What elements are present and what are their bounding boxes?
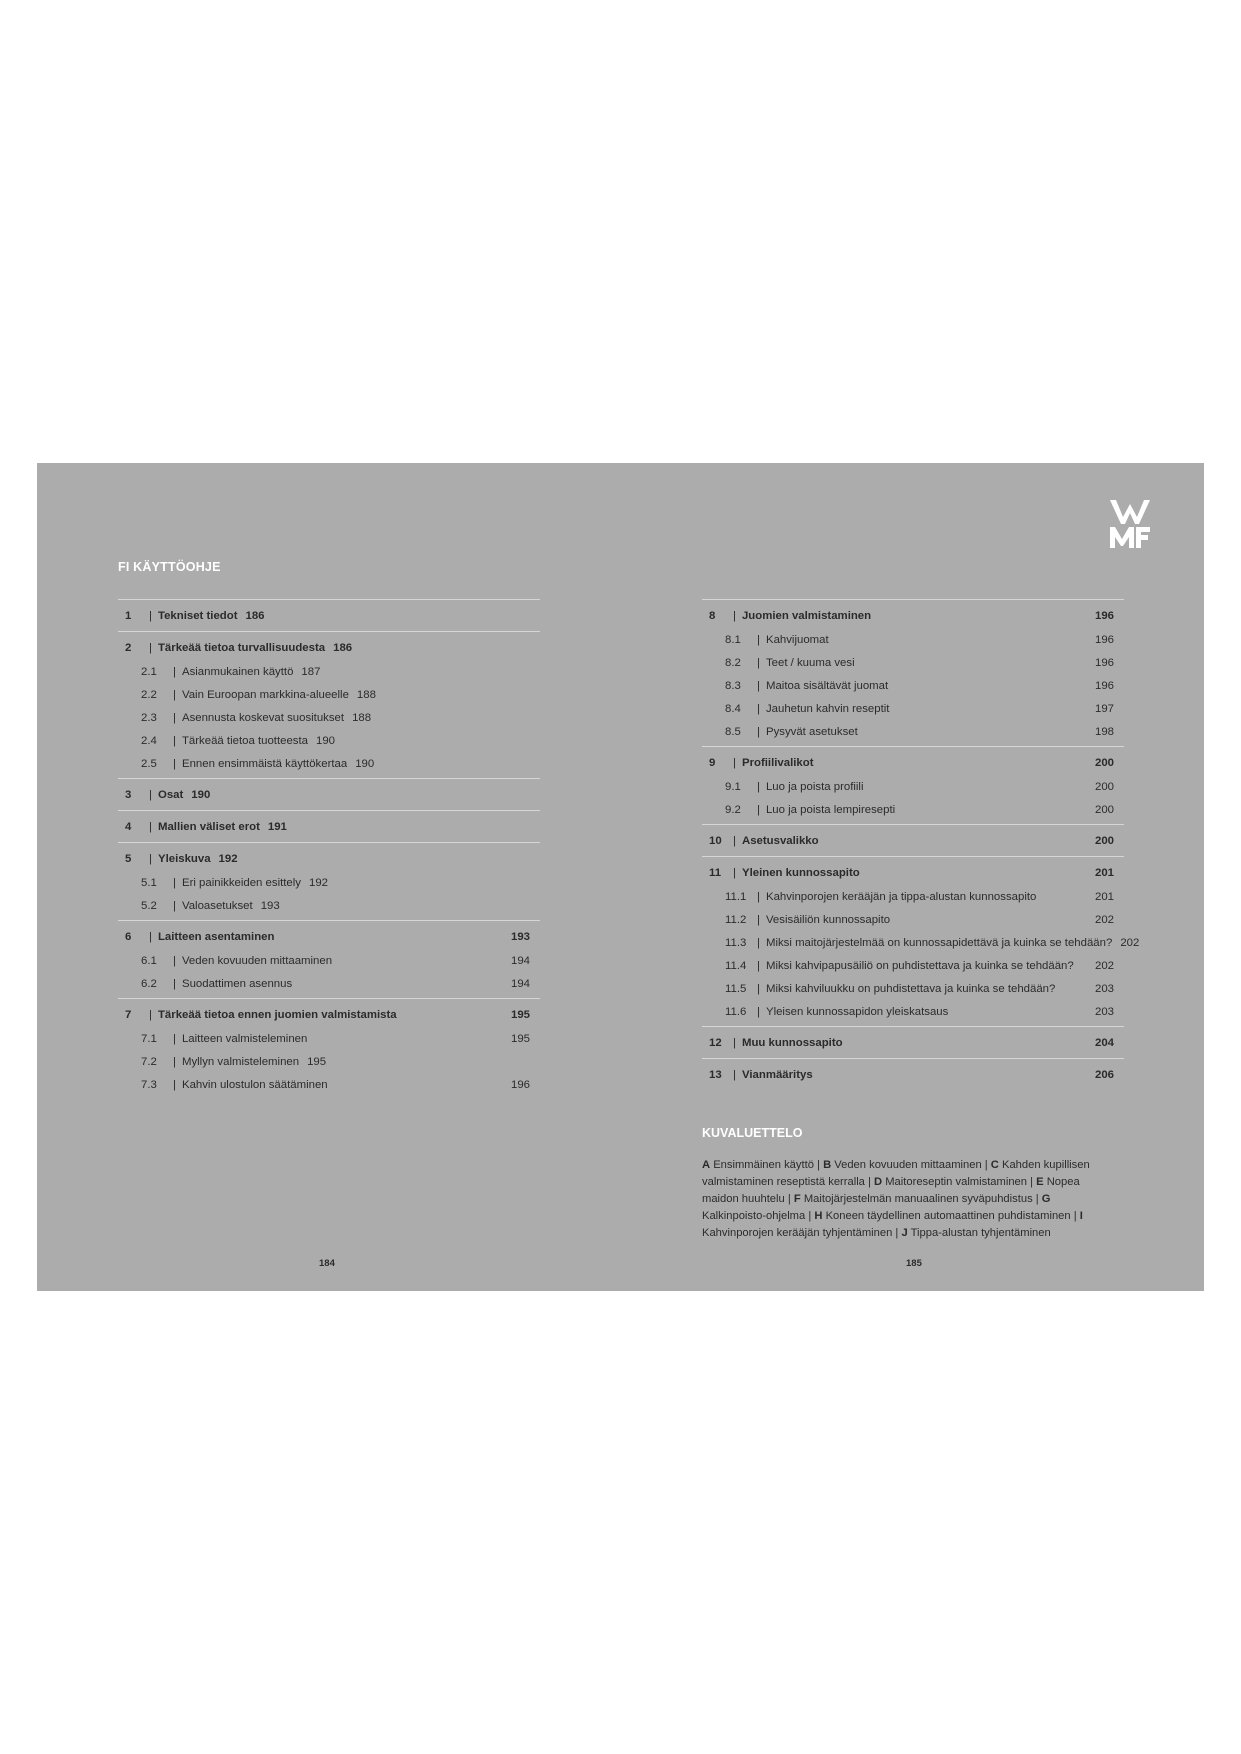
toc-number: 8.3 (725, 680, 741, 692)
toc-page-number: 190 (191, 789, 211, 801)
toc-subsection-row[interactable] (702, 675, 1124, 698)
toc-separator: | (173, 689, 176, 701)
toc-title: Vain Euroopan markkina-alueelle (181, 689, 349, 701)
figure-list-item (823, 1159, 982, 1171)
toc-number: 12 (709, 1037, 722, 1049)
toc-separator: | (173, 735, 176, 747)
toc-page-number: 200 (1094, 804, 1114, 816)
figure-letter: C (990, 1159, 999, 1171)
page-number-right: 185 (906, 1258, 922, 1269)
toc-number: 11.6 (725, 1006, 747, 1018)
toc-page-number: 192 (218, 853, 238, 865)
toc-page-number: 191 (267, 821, 287, 833)
toc-number: 8.1 (725, 634, 741, 646)
toc-subsection-row[interactable] (118, 661, 540, 684)
toc-page-number: 203 (1094, 983, 1114, 995)
toc-number: 8.4 (725, 703, 741, 715)
figure-letter: H (814, 1210, 823, 1222)
toc-title: Miksi kahviluukku on puhdistettava ja kuinka se tehdään? (765, 983, 1056, 995)
toc-separator: | (173, 712, 176, 724)
figure-list-item (814, 1210, 1070, 1222)
toc-page-number: 196 (1094, 634, 1114, 646)
figure-letter: G (1041, 1193, 1051, 1205)
toc-title: Tärkeää tietoa ennen juomien valmistamista (157, 1009, 397, 1021)
toc-title: Vianmääritys (741, 1069, 813, 1081)
toc-separator: | (733, 757, 736, 769)
toc-section-row[interactable] (118, 1002, 540, 1028)
toc-number: 6.2 (141, 978, 157, 990)
toc-number: 11.2 (725, 914, 747, 926)
toc-title: Osat (157, 789, 184, 801)
toc-number: 5 (125, 853, 132, 865)
toc-title: Laitteen asentaminen (157, 931, 275, 943)
toc-separator: | (757, 983, 760, 995)
toc-separator: | (149, 853, 152, 865)
toc-page-number: 194 (510, 955, 530, 967)
toc-section-row[interactable] (702, 1062, 1124, 1088)
toc-page-number: 186 (333, 642, 353, 654)
toc-title: Suodattimen asennus (181, 978, 293, 990)
toc-number: 9.1 (725, 781, 741, 793)
toc-title: Tekniset tiedot (157, 610, 238, 622)
toc-separator: | (173, 1033, 176, 1045)
toc-section-row[interactable] (118, 924, 540, 950)
toc-subsection-row[interactable] (118, 1051, 540, 1074)
toc-section (118, 842, 540, 920)
figure-list-item (874, 1176, 1027, 1188)
toc-page-number: 195 (307, 1056, 327, 1068)
toc-page-number: 196 (1094, 680, 1114, 692)
toc-section-row[interactable] (118, 782, 540, 808)
toc-separator: | (757, 891, 760, 903)
toc-subsection-row[interactable] (702, 799, 1124, 822)
toc-page-number: 188 (352, 712, 372, 724)
figure-letter: E (1036, 1176, 1044, 1188)
toc-section-row[interactable] (118, 846, 540, 872)
toc-number: 11.3 (725, 937, 747, 949)
toc-number: 5.2 (141, 900, 157, 912)
toc-section (702, 824, 1124, 856)
toc-page-number: 200 (1094, 781, 1114, 793)
toc-title: Eri painikkeiden esittely (181, 877, 301, 889)
toc-page-number: 187 (301, 666, 321, 678)
toc-page-number: 201 (1094, 867, 1114, 879)
toc-subsection-row[interactable] (118, 707, 540, 730)
toc-title: Miksi maitojärjestelmää on kunnossapidettävä ja kuinka se tehdään? (765, 937, 1113, 949)
toc-section (118, 810, 540, 842)
toc-number: 7.3 (141, 1079, 157, 1091)
toc-separator: | (757, 1006, 760, 1018)
toc-number: 7.2 (141, 1056, 157, 1068)
toc-subsection-row[interactable] (702, 698, 1124, 721)
toc-subsection-row[interactable] (702, 776, 1124, 799)
toc-separator: | (149, 610, 152, 622)
toc-number: 11.1 (725, 891, 747, 903)
toc-section-row[interactable] (702, 750, 1124, 776)
toc-section (118, 778, 540, 810)
toc-subsection-row[interactable] (702, 652, 1124, 675)
toc-separator: | (733, 835, 736, 847)
table-of-contents-left (118, 599, 540, 1099)
toc-separator: | (733, 867, 736, 879)
toc-separator: | (757, 634, 760, 646)
toc-title: Asianmukainen käyttö (181, 666, 294, 678)
toc-subsection-row[interactable] (702, 955, 1124, 978)
toc-number: 11 (709, 867, 722, 879)
wmf-logo-icon (1110, 500, 1150, 548)
toc-number: 7.1 (141, 1033, 157, 1045)
toc-page-number: 193 (510, 931, 530, 943)
figure-title: Nopea maidon huuhtelu (702, 1176, 1080, 1205)
toc-page-number: 202 (1120, 937, 1140, 949)
toc-subsection-row[interactable] (702, 909, 1124, 932)
toc-number: 7 (125, 1009, 132, 1021)
toc-title: Ennen ensimmäistä käyttökertaa (181, 758, 348, 770)
figure-title: Ensimmäinen käyttö (713, 1159, 814, 1171)
toc-number: 2.3 (141, 712, 157, 724)
toc-section-row[interactable] (118, 603, 540, 629)
toc-page-number: 186 (245, 610, 265, 622)
toc-page-number: 197 (1094, 703, 1114, 715)
toc-section (702, 746, 1124, 824)
toc-page-number: 201 (1094, 891, 1114, 903)
toc-number: 8 (709, 610, 716, 622)
toc-section (118, 998, 540, 1099)
toc-number: 2.5 (141, 758, 157, 770)
toc-title: Teet / kuuma vesi (765, 657, 855, 669)
toc-separator: | (733, 610, 736, 622)
toc-separator: | (149, 931, 152, 943)
toc-number: 1 (125, 610, 132, 622)
figure-letter: B (823, 1159, 832, 1171)
toc-page-number: 196 (510, 1079, 530, 1091)
toc-title: Laitteen valmisteleminen (181, 1033, 308, 1045)
toc-number: 4 (125, 821, 132, 833)
toc-page-number: 202 (1094, 960, 1114, 972)
toc-number: 2.2 (141, 689, 157, 701)
figure-title: Koneen täydellinen automaattinen puhdistaminen (825, 1210, 1071, 1222)
toc-separator: | (173, 877, 176, 889)
document-title: FI KÄYTTÖOHJE (118, 560, 221, 574)
toc-title: Yleisen kunnossapidon yleiskatsaus (765, 1006, 949, 1018)
toc-subsection-row[interactable] (702, 629, 1124, 652)
toc-subsection-row[interactable] (702, 721, 1124, 744)
toc-number: 11.4 (725, 960, 747, 972)
toc-title: Tärkeää tietoa turvallisuudesta (157, 642, 326, 654)
toc-page-number: 200 (1094, 757, 1114, 769)
figure-title: Tippa-alustan tyhjentäminen (910, 1227, 1051, 1239)
toc-section-row[interactable] (118, 814, 540, 840)
toc-page-number: 202 (1094, 914, 1114, 926)
figure-list-title: KUVALUETTELO (702, 1126, 803, 1140)
toc-page-number: 192 (309, 877, 329, 889)
toc-separator: | (757, 703, 760, 715)
toc-separator: | (757, 914, 760, 926)
toc-separator: | (757, 680, 760, 692)
toc-subsection-row[interactable] (118, 730, 540, 753)
toc-separator: | (757, 726, 760, 738)
toc-page-number: 190 (315, 735, 335, 747)
toc-subsection-row[interactable] (118, 872, 540, 895)
toc-section-row[interactable] (702, 828, 1124, 854)
toc-title: Kahvin ulostulon säätäminen (181, 1079, 328, 1091)
figure-list: A Ensimmäinen käyttö | B Veden kovuuden mittaaminen | C Kahden kupillisen valmistaminen reseptistä kerralla | D Maitoreseptin valmistaminen | E Nopea maidon huuhtelu | F Maitojärjestelmän manuaalinen syväpuhdistus | G Kalkinpoisto-ohjelma | H Koneen täydellinen automaattinen puhdistaminen | I Kahvinporojen kerääjän tyhjentäminen | J Tippa-alustan tyhjentäminen (702, 1159, 1090, 1239)
toc-page-number: 188 (356, 689, 376, 701)
toc-title: Mallien väliset erot (157, 821, 260, 833)
toc-title: Kahvinporojen kerääjän ja tippa-alustan kunnossapito (765, 891, 1037, 903)
figure-letter: F (793, 1193, 801, 1205)
toc-page-number: 200 (1094, 835, 1114, 847)
toc-section-row[interactable] (702, 603, 1124, 629)
toc-separator: | (757, 804, 760, 816)
toc-number: 6 (125, 931, 132, 943)
toc-section (118, 631, 540, 778)
figure-letter: J (901, 1227, 908, 1239)
toc-title: Miksi kahvipapusäiliö on puhdistettava ja kuinka se tehdään? (765, 960, 1074, 972)
toc-title: Kahvijuomat (765, 634, 829, 646)
toc-page-number: 194 (510, 978, 530, 990)
figure-letter: A (702, 1159, 711, 1171)
toc-subsection-row[interactable] (702, 978, 1124, 1001)
toc-separator: | (173, 758, 176, 770)
figure-title: Veden kovuuden mittaaminen (834, 1159, 982, 1171)
figure-title: Kalkinpoisto-ohjelma (702, 1210, 806, 1222)
toc-page-number: 196 (1094, 657, 1114, 669)
toc-subsection-row[interactable] (118, 1028, 540, 1051)
figure-title: Kahden kupillisen valmistaminen reseptistä kerralla (702, 1159, 1090, 1188)
toc-separator: | (173, 900, 176, 912)
figure-letter: I (1079, 1210, 1083, 1222)
toc-separator: | (149, 821, 152, 833)
toc-separator: | (173, 1079, 176, 1091)
toc-separator: | (757, 657, 760, 669)
toc-number: 9 (709, 757, 716, 769)
toc-section (118, 599, 540, 631)
toc-title: Asetusvalikko (741, 835, 819, 847)
toc-separator: | (149, 789, 152, 801)
toc-subsection-row[interactable] (702, 1001, 1124, 1024)
toc-separator: | (757, 960, 760, 972)
toc-number: 8.5 (725, 726, 741, 738)
toc-separator: | (149, 1009, 152, 1021)
toc-title: Luo ja poista lempiresepti (765, 804, 896, 816)
figure-title: Maitojärjestelmän manuaalinen syväpuhdistus (803, 1193, 1033, 1205)
toc-title: Yleinen kunnossapito (741, 867, 860, 879)
toc-section-row[interactable] (702, 1030, 1124, 1056)
figure-list-item (901, 1227, 1050, 1239)
toc-page-number: 195 (510, 1009, 530, 1021)
toc-page-number: 204 (1094, 1037, 1114, 1049)
toc-subsection-row[interactable] (118, 1074, 540, 1097)
toc-number: 13 (709, 1069, 722, 1081)
figure-list-item (794, 1193, 1033, 1205)
toc-subsection-row[interactable] (118, 684, 540, 707)
toc-section (702, 1058, 1124, 1090)
table-of-contents-right (702, 599, 1140, 1090)
toc-section (702, 856, 1140, 1026)
toc-subsection-row[interactable] (118, 753, 540, 776)
toc-separator: | (173, 955, 176, 967)
toc-section (702, 1026, 1124, 1058)
toc-page-number: 195 (510, 1033, 530, 1045)
toc-title: Luo ja poista profiili (765, 781, 864, 793)
toc-title: Yleiskuva (157, 853, 211, 865)
toc-title: Valoasetukset (181, 900, 253, 912)
toc-number: 9.2 (725, 804, 741, 816)
toc-number: 2.1 (141, 666, 157, 678)
toc-separator: | (173, 1056, 176, 1068)
toc-section-row[interactable] (702, 860, 1124, 886)
toc-number: 5.1 (141, 877, 157, 889)
toc-separator: | (173, 666, 176, 678)
toc-page-number: 193 (260, 900, 280, 912)
toc-section (702, 599, 1124, 746)
page-number-left: 184 (319, 1258, 335, 1269)
toc-subsection-row[interactable] (118, 950, 540, 973)
toc-separator: | (173, 978, 176, 990)
toc-section (118, 920, 540, 998)
toc-number: 11.5 (725, 983, 747, 995)
figure-title: Maitoreseptin valmistaminen (885, 1176, 1028, 1188)
toc-separator: | (757, 937, 760, 949)
toc-number: 3 (125, 789, 132, 801)
toc-title: Profiilivalikot (741, 757, 814, 769)
toc-number: 2 (125, 642, 132, 654)
toc-page-number: 196 (1094, 610, 1114, 622)
toc-subsection-row[interactable] (118, 973, 540, 996)
toc-number: 10 (709, 835, 722, 847)
toc-separator: | (149, 642, 152, 654)
toc-title: Tärkeää tietoa tuotteesta (181, 735, 308, 747)
toc-number: 2.4 (141, 735, 157, 747)
toc-title: Myllyn valmisteleminen (181, 1056, 300, 1068)
toc-title: Maitoa sisältävät juomat (765, 680, 889, 692)
toc-page-number: 206 (1094, 1069, 1114, 1081)
toc-title: Asennusta koskevat suositukset (181, 712, 345, 724)
toc-subsection-row[interactable] (118, 895, 540, 918)
toc-title: Jauhetun kahvin reseptit (765, 703, 890, 715)
toc-number: 6.1 (141, 955, 157, 967)
toc-section-row[interactable] (118, 635, 540, 661)
toc-title: Veden kovuuden mittaaminen (181, 955, 333, 967)
figure-letter: D (874, 1176, 883, 1188)
toc-number: 8.2 (725, 657, 741, 669)
toc-page-number: 190 (355, 758, 375, 770)
toc-page-number: 203 (1094, 1006, 1114, 1018)
toc-subsection-row[interactable] (702, 932, 1140, 955)
toc-title: Juomien valmistaminen (741, 610, 872, 622)
figure-title: Kahvinporojen kerääjän tyhjentäminen (702, 1227, 893, 1239)
toc-subsection-row[interactable] (702, 886, 1124, 909)
toc-title: Pysyvät asetukset (765, 726, 858, 738)
figure-list-item (702, 1159, 814, 1171)
toc-title: Muu kunnossapito (741, 1037, 843, 1049)
toc-page-number: 198 (1094, 726, 1114, 738)
toc-title: Vesisäiliön kunnossapito (765, 914, 891, 926)
toc-separator: | (757, 781, 760, 793)
toc-separator: | (733, 1037, 736, 1049)
toc-separator: | (733, 1069, 736, 1081)
